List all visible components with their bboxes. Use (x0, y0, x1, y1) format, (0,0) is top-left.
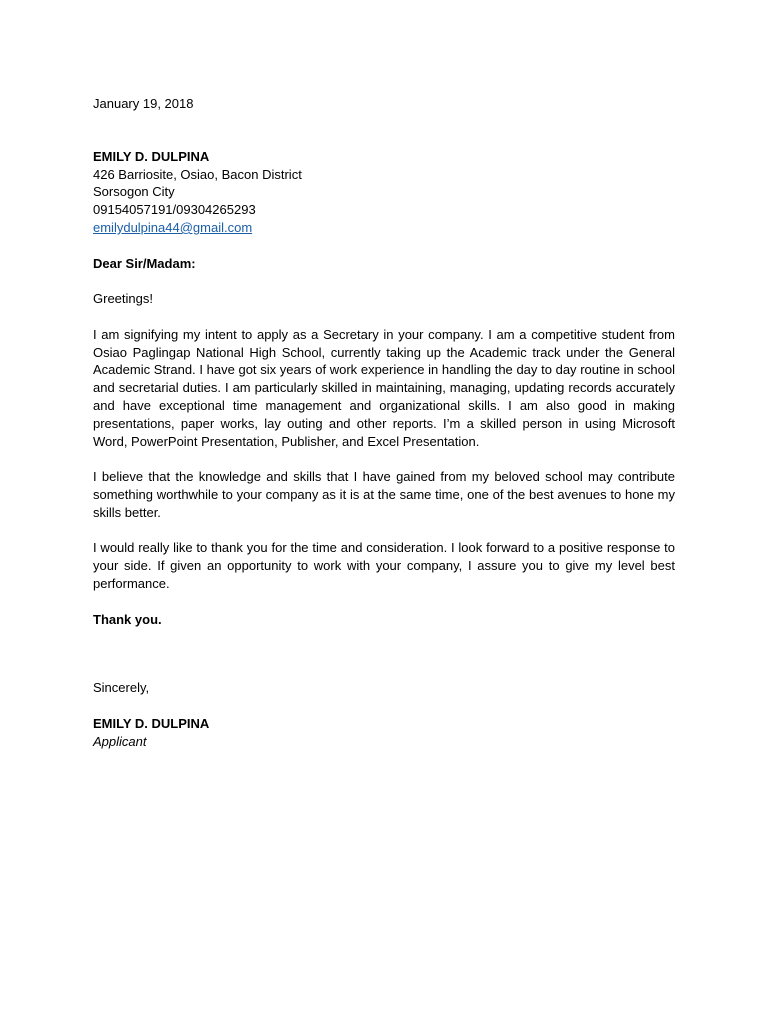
sender-block (93, 148, 675, 237)
signature-name: EMILY D. DULPINA (93, 715, 210, 731)
sender-phone: 09154057191/09304265293 (93, 202, 256, 218)
body-paragraph-2: I believe that the knowledge and skills that I have gained from my beloved school may contribute something worthwhile to your company as it is at the same time, one of the best avenues to hone my skills better. (93, 469, 675, 520)
letter-date: January 19, 2018 (93, 96, 194, 111)
thank-you-line: Thank you. (93, 611, 162, 627)
signature-title: Applicant (93, 733, 147, 749)
sender-address-line2: Sorsogon City (93, 184, 175, 200)
sender-address-line1: 426 Barriosite, Osiao, Bacon District (93, 166, 302, 182)
sender-name: EMILY D. DULPINA (93, 148, 210, 164)
body-paragraph-1: I am signifying my intent to apply as a Secretary in your company. I am a competitive student from Osiao Paglingap National High School, currently taking up the Academic track under the General Academic Strand. I have got six years of work experience in handling the day to day routine in school and secretarial duties. I am particularly skilled in maintaining, managing, updating records accurately and have exceptional time management and organizational skills. I am also good in making presentations, paper works, lay outing and other reports. I’m a skilled person in using Microsoft Word, PowerPoint Presentation, Publisher, and Excel Presentation. (93, 326, 675, 449)
sender-email-link[interactable]: emilydulpina44@gmail.com (93, 219, 253, 235)
body-paragraph-3: I would really like to thank you for the time and consideration. I look forward to a positive response to your side. If given an opportunity to work with your company, I assure you to give my level best performance. (93, 540, 675, 591)
letter-content (93, 95, 675, 751)
salutation: Dear Sir/Madam: (93, 255, 196, 271)
greeting: Greetings! (93, 291, 153, 307)
closing: Sincerely, (93, 680, 150, 696)
